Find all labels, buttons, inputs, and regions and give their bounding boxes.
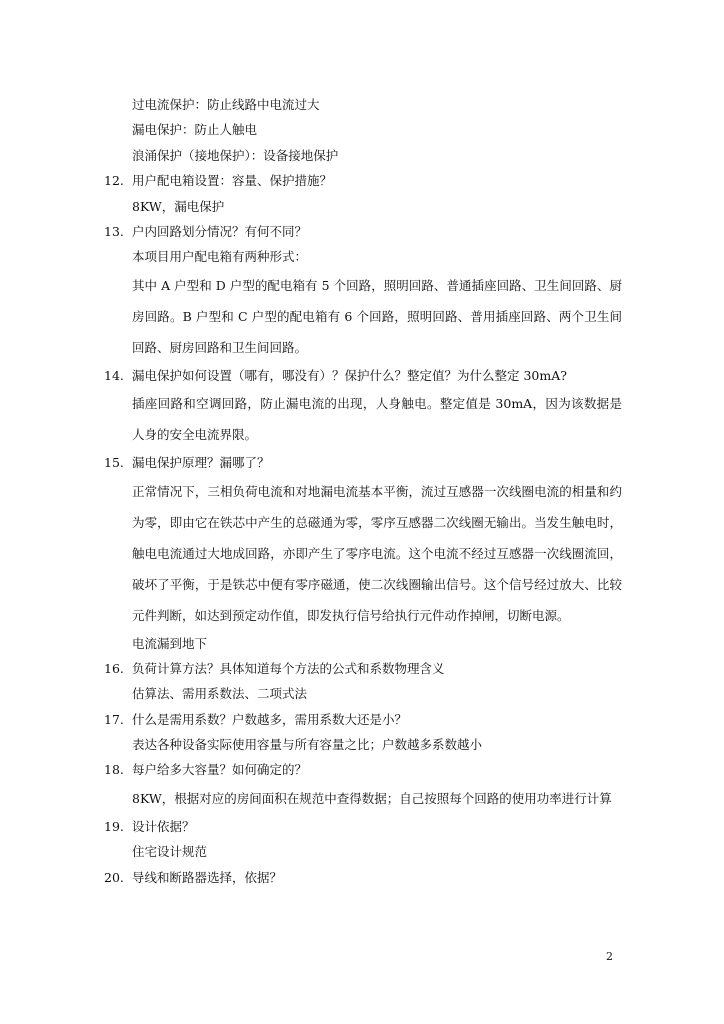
question-number: 14. [104,367,124,383]
question-20 [104,865,624,890]
question-12 [104,168,624,193]
question-16 [104,656,624,681]
answer-paragraph: 其中 A 户型和 D 户型的配电箱有 5 个回路，照明回路、普通插座回路、卫生间回路、厨房回路。B 户型和 C 户型的配电箱有 6 个回路，照明回路、普用插座回路、两个卫生间回路、厨房回路和卫生间回路。 [132,277,622,355]
question-text: 负荷计算方法？具体知道每个方法的公式和系数物理含义 [132,660,445,676]
answer-text: 8KW，漏电保护 [132,198,225,214]
question-number: 18. [104,762,124,778]
question-text: 什么是需用系数？户数越多，需用系数大还是小？ [132,711,408,727]
question-text: 设计依据？ [132,818,195,834]
question-number: 12. [104,173,124,189]
question-number: 17. [104,711,124,727]
answer-text: 住宅设计规范 [132,844,208,860]
question-19 [104,814,624,839]
question-18 [104,757,624,782]
question-number: 16. [104,660,124,676]
text-line: 漏电保护：防止人触电 [132,122,258,138]
question-17 [104,707,624,732]
answer-text: 表达各种设备实际使用容量与所有容量之比；户数越多系数越小 [132,737,483,753]
question-15 [104,450,624,475]
answer-text: 电流漏到地下 [132,635,208,651]
question-number: 15. [104,455,124,471]
question-text: 每户给多大容量？如何确定的？ [132,762,308,778]
answer-text: 估算法、需用系数法、二项式法 [132,686,308,702]
question-text: 漏电保护如何设置（哪有，哪没有）？保护什么？整定值？为什么整定 30mA? [132,367,567,383]
question-14 [104,363,624,388]
question-number: 13. [104,223,124,239]
answer-paragraph: 8KW，根据对应的房间面积在规范中查得数据；自己按照每个回路的使用功率进行计算 [132,790,612,806]
page-number: 2 [606,950,613,963]
question-text: 户内回路划分情况？有何不同？ [132,223,308,239]
question-13 [104,219,624,244]
answer-paragraph: 插座回路和空调回路，防止漏电流的出现，人身触电。整定值是 30mA，因为该数据是人身的安全电流界限。 [132,396,622,443]
question-text: 用户配电箱设置：容量、保护措施？ [132,173,333,189]
question-number: 20. [104,869,124,885]
question-number: 19. [104,818,124,834]
answer-text: 本项目用户配电箱有两种形式： [132,249,308,265]
document-body [104,92,624,890]
text-line: 过电流保护：防止线路中电流过大 [132,97,320,112]
question-text: 导线和断路器选择，依据？ [132,869,283,885]
answer-paragraph: 正常情况下，三相负荷电流和对地漏电流基本平衡，流过互感器一次线圈电流的相量和约为零，即由它在铁芯中产生的总磁通为零，零序互感器二次线圈无输出。当发生触电时，触电电流通过大地成回路，亦即产生了零序电流。这个电流不经过互感器一次线圈流回，破坏了平衡，于是铁芯中便有零序磁通，使二次线圈输出信号。这个信号经过放大、比较元件判断，如达到预定动作值，即发执行信号给执行元件动作掉闸，切断电源。 [132,483,622,623]
question-text: 漏电保护原理？漏哪了？ [132,455,270,471]
text-line: 浪涌保护（接地保护）：设备接地保护 [132,147,339,163]
